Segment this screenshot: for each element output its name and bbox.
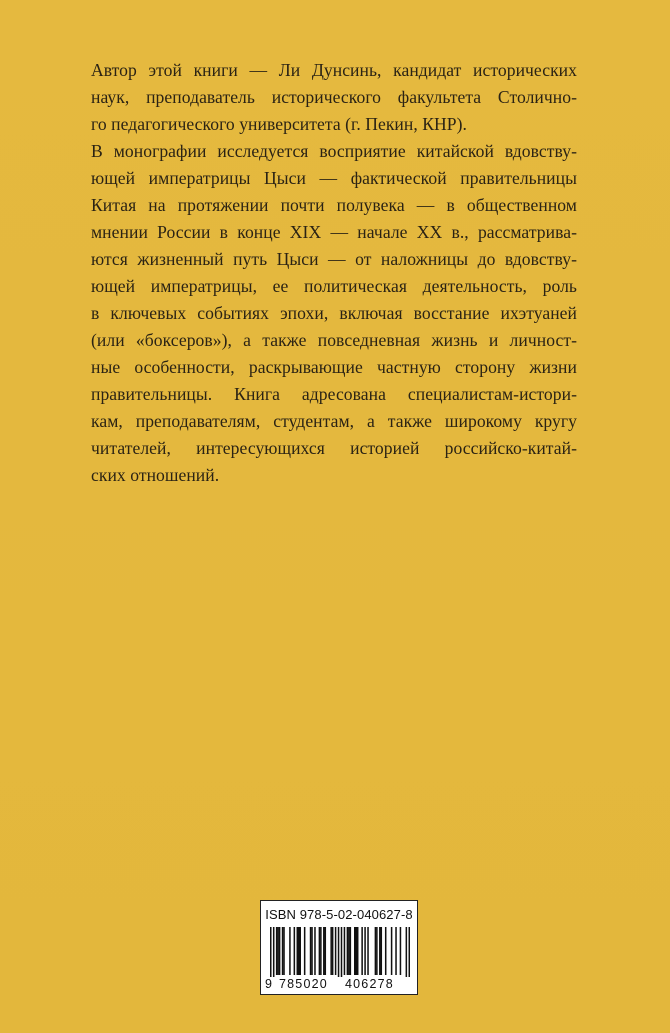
annotation-line: В монографии исследуется восприятие китайской вдовству- — [91, 141, 577, 161]
barcode-bar — [409, 927, 410, 977]
barcode-bar — [395, 927, 397, 975]
isbn-barcode — [260, 900, 418, 995]
barcode-bar — [376, 927, 378, 975]
barcode-bar — [325, 927, 327, 975]
barcode-bars — [270, 927, 410, 977]
annotation-line: ских отношений. — [91, 465, 220, 485]
barcode-bar — [323, 927, 325, 975]
barcode-bar — [277, 927, 279, 975]
annotation-line: Китая на протяжении почти полувека — в общественном — [91, 195, 577, 215]
barcode-bar — [282, 927, 284, 975]
barcode-bar — [348, 927, 350, 975]
barcode-bar — [400, 927, 402, 975]
barcode-bar — [381, 927, 383, 975]
barcode-bar — [320, 927, 322, 975]
annotation-line: наук, преподаватель исторического факультета Столично- — [91, 87, 577, 107]
barcode-bar — [314, 927, 316, 975]
barcode-bar — [283, 927, 285, 975]
barcode-bar — [299, 927, 301, 975]
barcode-bar — [298, 927, 300, 975]
barcode-bar — [270, 927, 272, 977]
annotation-line: ющей императрицы, ее политическая деятельность, роль — [91, 276, 577, 296]
barcode-bar — [354, 927, 356, 975]
annotation-line: ющей императрицы Цыси — фактической правительницы — [91, 168, 577, 188]
annotation-line: читателей, интересующихся историей российско-китай- — [91, 438, 577, 458]
annotation-line: Автор этой книги — Ли Дунсинь, кандидат исторических — [91, 60, 577, 80]
barcode-bar — [391, 927, 393, 975]
barcode-bar — [335, 927, 337, 975]
barcode-bar — [304, 927, 306, 975]
barcode-bar — [289, 927, 291, 975]
barcode-bar — [361, 927, 363, 975]
barcode-bar — [297, 927, 299, 975]
barcode-bar — [347, 927, 349, 975]
barcode-bar — [350, 927, 352, 975]
barcode-bar — [406, 927, 408, 977]
barcode-bar — [310, 927, 312, 975]
annotation-text — [91, 57, 577, 489]
barcode-bar — [355, 927, 357, 975]
barcode-bar — [341, 927, 343, 977]
barcode-bar — [332, 927, 334, 975]
annotation-line: ные особенности, раскрывающие частную сторону жизни — [91, 357, 577, 377]
barcode-bar — [338, 927, 340, 977]
ean-first-digit: 9 — [265, 977, 272, 991]
barcode-bar — [319, 927, 321, 975]
barcode-bar — [311, 927, 313, 975]
barcode-bar — [344, 927, 346, 975]
annotation-line: го педагогического университета (г. Пекин, КНР). — [91, 114, 467, 134]
ean-right-group: 406278 — [345, 977, 394, 991]
annotation-line: ются жизненный путь Цыси — от наложницы до вдовству- — [91, 249, 577, 269]
barcode-bar — [357, 927, 359, 975]
barcode-bar — [385, 927, 387, 975]
barcode-bar — [273, 927, 275, 977]
barcode-bar — [379, 927, 381, 975]
annotation-line: мнении России в конце XIX — начале XX в., рассматрива- — [91, 222, 577, 242]
annotation-line: в ключевых событиях эпохи, включая восстание ихэтуаней — [91, 303, 577, 323]
isbn-label: ISBN 978-5-02-040627-8 — [265, 907, 413, 922]
annotation-line: кам, преподавателям, студентам, а также широкому кругу — [91, 411, 577, 431]
barcode-bar — [279, 927, 281, 975]
barcode-bar — [330, 927, 332, 975]
barcode-bar — [294, 927, 296, 975]
annotation-line: (или «боксеров»), а также повседневная жизнь и личност- — [91, 330, 577, 350]
annotation-line: правительницы. Книга адресована специалистам-истори- — [91, 384, 577, 404]
barcode-bar — [375, 927, 377, 975]
ean-digits — [261, 977, 417, 993]
ean-left-group: 785020 — [279, 977, 328, 991]
barcode-bar — [367, 927, 369, 975]
barcode-bar — [276, 927, 278, 975]
barcode-bar — [364, 927, 366, 975]
